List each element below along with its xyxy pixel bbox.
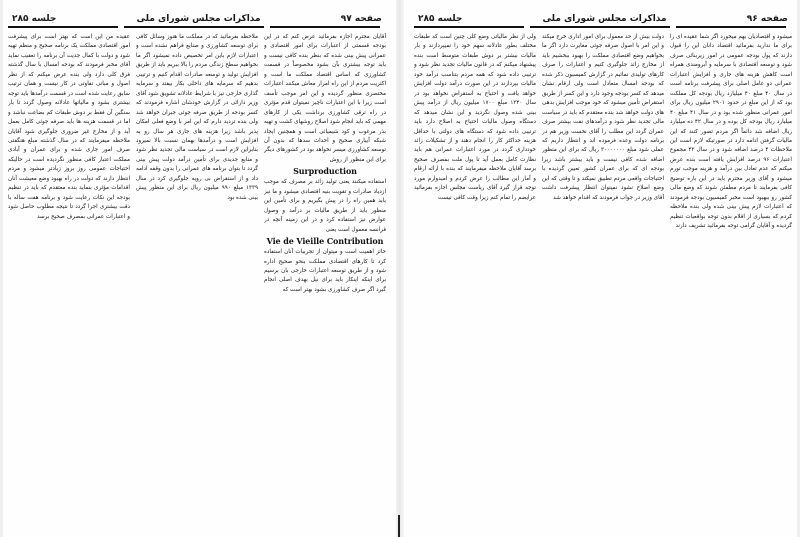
right-running-title: مذاکرات مجلس شورای ملی <box>542 14 667 24</box>
latin-term: Surproduction <box>293 166 357 177</box>
book-gutter <box>396 0 404 537</box>
right-column-1 <box>670 33 792 533</box>
left-column-2 <box>136 33 258 533</box>
left-header-rule <box>8 26 386 29</box>
right-column-3 <box>414 33 536 533</box>
left-page-number: صفحه ۹۷ <box>340 14 382 24</box>
right-page-number: صفحه ۹۶ <box>746 14 788 24</box>
left-column-3 <box>8 33 130 533</box>
paragraph: ولی از نظر مالیاتی وضع کلی چنین است که طبقات مختلف بطور عادلانه سهم خود را نمیپردازند و بار مالیات بیشتر بر دوش طبقات متوسط است بنده پیشنهاد میکنم که در قانون مالیات تجدید نظر شود و ترتیبی داده شود که همه مردم بتناسب درآمد خود مالیات بپردازند در این صورت درآمد دولت افزایش خواهد یافت و احتیاج به استقراض نخواهد بود در سال ۱۳۴۰ مبلغ ۱۷۰۰ میلیون ریال از درآمد پیش بینی شده وصول نگردید و این نشان میدهد که دستگاه وصول مالیات احتیاج به اصلاح دارد باید ترتیبی داده شود که دستگاه های دولتی با حداقل هزینه حداکثر کار را انجام دهند و از تشکیلات زائد خودداری گردد در مورد اعتبارات عمرانی هم باید نظارت کامل بعمل آید تا پول ملت بمصرف صحیح برسد آقایان ملاحظه میفرمایند که بنده با ارائه ارقام و آمار این مطالب را عرض کردم و امیدوارم مورد توجه قرار گیرد آقای ریاست مجلس اجازه بفرمائید عرایضم را تمام کنم زیرا وقت کافی نیست <box>414 34 536 201</box>
paragraph: عقیده من این است که بهتر است برای پیشرفت امور اقتصادی مملکت یک برنامه صحیح و منظم تهیه شود و دولت با کمال جدیت آن برنامه را تعقیب نماید آقای مخبر فرمودند که بودجه امسال با سال گذشته فرق کلی دارد ولی بنده عرض میکنم که از نظر اصول و مبانی تفاوتی در کار نیست و همان ترتیب سابق رعایت شده است در قسمت درآمدها باید توجه بیشتری بشود و مالیاتها عادلانه وصول گردد تا بار سنگین آن فقط بر دوش طبقات کم بضاعت نباشد و اما در قسمت هزینه ها باید صرفه جوئی کامل بعمل آید و از مخارج غیر ضروری جلوگیری شود آقایان ملاحظه میفرمایند که در سال گذشته مبلغ هنگفتی صرف امور جاری شده و برای عمران و آبادی مملکت اعتبار کافی منظور نگردیده است در حالیکه احتیاجات عمومی روز بروز زیادتر میشود و مردم انتظار دارند که دولت در راه بهبود وضع معیشت آنان اقدامات مؤثری بنماید بنده معتقدم که باید در تنظیم بودجه این نکات رعایت شود و برنامه هفت ساله با دقت بیشتری اجرا گردد تا نتیجه مطلوب حاصل شود و اعتبارات عمرانی بمصرف صحیح برسد <box>8 34 130 220</box>
paragraph: آقایان محترم اجازه بفرمائید عرض کنم که در این بودجه قسمتی از اعتبارات برای امور اقتصادی و عمرانی پیش بینی شده که بنظر بنده کافی نیست و باید توجه بیشتری بآن بشود مخصوصاً در قسمت کشاورزی که اساس اقتصاد مملکت ما است و اکثریت مردم از این راه امرار معاش میکنند اعتبارات مختصری منظور گردیده و این امر موجب تأسف است زیرا با این اعتبارات ناچیز نمیتوان قدم مؤثری در راه ترقی کشاورزی برداشت یکی از کارهای مهمی که باید انجام شود اصلاح روشهای کشت و تهیه بذر مرغوب و کود شیمیائی است و همچنین ایجاد شبکه آبیاری صحیح و احداث سدها که بدون آن توسعه کشاورزی میسر نخواهد بود در کشورهای دیگر برای این منظور از روش <box>264 34 386 163</box>
paragraph: ملاحظه بفرمائید که در مملکت ما هنوز وسائل کافی برای توسعه کشاورزی و صنایع فراهم نشده است و اعتبارات لازم باین امر تخصیص داده نمیشود اگر ما بخواهیم سطح زندگی مردم را بالا ببریم باید از طریق افزایش تولید و توسعه صادرات اقدام کنیم و ترتیبی بدهیم که سرمایه های داخلی بکار بیفتد و سرمایه گذاری خارجی نیز با شرایط عادلانه تشویق شود آقای وزیر دارائی در گزارش خودشان اشاره فرمودند که کسر بودجه از طریق صرفه جوئی جبران خواهد شد ولی بنده تردید دارم که این امر با وضع فعلی امکان پذیر باشد زیرا هزینه های جاری هر سال رو به افزایش است و درآمدها بهمان نسبت بالا نمیرود بنابراین لازم است در سیاست مالی تجدید نظر شود و منابع جدیدی برای تأمین درآمد دولت پیش بینی گردد تا بتوان برنامه های عمرانی را بدون وقفه ادامه داد و از استقراض بی رویه جلوگیری کرد در سال ۱۳۳۹ مبلغ ۹۹۰ میلیون ریال برای این منظور پیش بینی شده بود <box>136 34 258 201</box>
rule-segment <box>676 26 786 28</box>
right-page-header <box>414 8 792 24</box>
paragraph: دولت بیش از حد معمول برای امور اداری خرج میکند و این امر با اصول صرفه جوئی مغایرت دارد اگر ما بخواهیم وضع اقتصادی مملکت را بهبود ببخشیم باید از مخارج زائد جلوگیری کنیم و اعتبارات را صرف کارهای تولیدی نمائیم در گزارش کمیسیون ذکر شده که بودجه امسال متعادل است ولی ارقام نشان میدهد که کسر بودجه وجود دارد و این کسر از طریق استقراض تأمین میشود که خود موجب افزایش بدهی های دولت خواهد شد بنده معتقدم که باید در سیاست مالی تجدید نظر شود و درآمدهای نفت بیشتر صرف عمران گردد این مطلب را آقای نخست وزیر هم در برنامه دولت وعده فرموده اند و انتظار داریم که عملی شود مبلغ ۳۰۰۰۰۰۰۰ ریال که برای این منظور اضافه شده کافی نیست و باید بیشتر باشد زیرا بودجه ای که برای عمران کشور تعیین گردیده با احتیاجات واقعی مردم تطبیق نمیکند و تا وقتی که این وضع اصلاح نشود نمیتوان انتظار پیشرفت داشت آقای وزیر در جواب فرمودند که اقدام خواهد شد <box>542 34 664 201</box>
right-page-columns <box>414 33 792 533</box>
right-header-rule <box>414 26 792 29</box>
left-session-number: جلسه ۲۸۵ <box>12 14 57 24</box>
paragraph: میشود و اقتصادیان بهم میخورد اگر شما عقیده ای را برای ما ندارید بفرمائید اقتصاد دانان این را قبول دارند که پول بودجه عمومی در امور زیربنائی صرف شود و توسعه اقتصادی با سرمایه و آبرومندی همراه است کاهش هزینه های جاری و افزایش اعتبارات عمرانی دو عامل اصلی برای پیشرفت برنامه است در سال ۴۰ مبلغ ۴۰ میلیارد ریال بودجه کل مملکت بود که از این مبلغ در حدود ۲۹۰۱ میلیون ریال برای امور عمرانی منظور شده بود و در سال ۴۱ مبلغ ۴۰ میلیارد ریال بودجه کل بوده و در سال ۴۲ ده میلیارد ریال اضافه شد دائماً اگر مردم تصور کنند که این مالیات گرفتن ادامه دارد در صورتیکه لازم است این ملاحظات ۴ درصد اضافه شود و در سال ۴۳ مجموع اعتبارات ۹۶ درصد افزایش یافته است بنده عرض میکنم که عدم تعادل بین درآمد و هزینه موجب تورم میشود و آقای وزیر محترم باید در این باره توضیح کافی بفرمایند تا مردم مطمئن شوند که وضع مالی کشور رو ببهبود است مخبر کمیسیون بودجه فرمودند که اعتبارات لازم پیش بینی شده ولی بنده ملاحظه کردم که بسیاری از اقلام بدون توجه بواقعیات تنظیم گردیده و آقایان گرامی توجه بفرمائید تشریف دارند <box>670 34 792 230</box>
left-page-columns <box>8 33 386 533</box>
rule-segment <box>124 26 264 28</box>
rule-segment <box>8 26 118 28</box>
paragraph: استفاده میکنند یعنی تولید زائد بر مصرف که موجب ازدیاد صادرات و تقویت بنیه اقتصادی میشود و ما نیز باید همین راه را در پیش بگیریم و برای تأمین این منظور باید از طریق مالیات بر درآمد و وصول عوارض نیز استفاده کرد و در این زمینه آنچه در فرانسه معمول است یعنی <box>264 179 386 233</box>
right-session-number: جلسه ۲۸۵ <box>418 14 463 24</box>
rule-segment <box>414 26 524 28</box>
latin-term: Vie de Vieille Contribution <box>266 236 384 247</box>
paragraph: حائز اهمیت است و میتوان از تجربیات آنان استفاده کرد تا کارهای اقتصادی مملکت بنحو صحیح اداره شود و از طریق توسعه اعتبارات خارجی بان برسیم برای اینکه اینکار باید برای نیل بهدف اصلی انجام گیرد اگر صرف کشاورزی بشود بهتر است که <box>264 249 386 293</box>
left-column-1 <box>264 33 386 533</box>
right-column-2 <box>542 33 664 533</box>
left-page-header <box>8 8 386 24</box>
right-page <box>400 0 800 537</box>
gutter-mark <box>398 515 400 537</box>
rule-segment <box>530 26 670 28</box>
scan-edge-left <box>0 0 3 537</box>
left-running-title: مذاکرات مجلس شورای ملی <box>136 14 261 24</box>
rule-segment <box>270 26 380 28</box>
